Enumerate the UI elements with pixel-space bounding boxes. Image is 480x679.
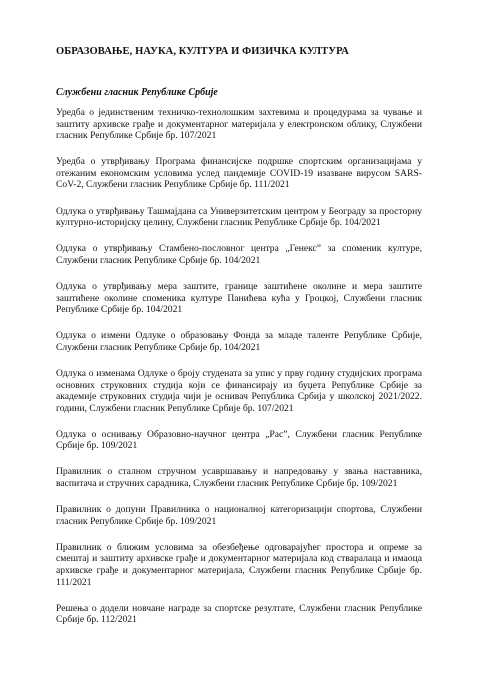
regulation-entry: Одлука о утврђивању мера заштите, границе заштићене околине и мера заштите заштићене околине споменика културе Панићева кућа у Гроцкој, Службени гласник Републике Србије бр. 104/2021	[56, 280, 422, 316]
regulation-entry: Одлука о утврђивању Ташмајдана са Универзитетским центром у Београду за просторну културно-историјску целину, Службени гласник Републике Србије бр. 104/2021	[56, 205, 422, 229]
gazette-subheading: Службени гласник Републике Србије	[56, 87, 218, 98]
regulation-entry: Решења о додели новчане награде за спортске резултате, Службени гласник Републике Србије бр. 112/2021	[56, 602, 422, 626]
regulation-entry: Одлука о изменама Одлуке о броју студената за упис у прву годину студијских програма основних струковних студија који се финансирају из буџета Републике Србије за академије струковних студија чији је оснивач Република Србија у школској 2021/2022. години, Службени гласник Републике Србије бр. 107/2021	[56, 367, 422, 414]
regulation-entry: Одлука о оснивању Образовно-научног центра „Рас”, Службени гласник Републике Србије бр. 109/2021	[56, 428, 422, 452]
regulation-entry: Уредба о јединственим техничко-технолошким захтевима и процедурама за чување и заштиту архивске грађе и документарног материјала у електронском облику, Службени гласник Републике Србије бр. 107/2021	[56, 107, 422, 142]
section-heading: ОБРАЗОВАЊЕ, НАУКА, КУЛТУРА И ФИЗИЧКА КУЛТУРА	[56, 46, 349, 57]
regulation-entry: Правилник о ближим условима за обезбеђење одговарајућег простора и опреме за смештај и заштиту архивске грађе и документарног материјала код стваралаца и имаоца архивске грађе и документарног материјала, Службени гласник Републике Србије бр. 111/2021	[56, 541, 422, 588]
regulation-entry: Уредба о утврђивању Програма финансијске подршке спортским организацијама у отежаним економским условима услед пандемије COVID-19 изазване вирусом SARS-CoV-2, Службени гласник Републике Србије бр. 111/2021	[56, 156, 422, 191]
regulation-entry: Одлука о утврђивању Стамбено-пословног центра „Генекс” за споменик културе, Службени гласник Републике Србије бр. 104/2021	[56, 243, 422, 266]
regulation-entry: Правилник о сталном стручном усавршавању и напредовању у звања наставника, васпитача и стручних сарадника, Службени гласник Републике Србије бр. 109/2021	[56, 466, 422, 490]
regulation-entry: Правилник о допуни Правилника о националној категоризацији спортова, Службени гласник Републике Србије бр. 109/2021	[56, 504, 422, 527]
regulation-entry: Одлука о измени Одлуке о образовању Фонда за младе таленте Републике Србије, Службени гласник Републике Србије бр. 104/2021	[56, 330, 422, 353]
regulation-list	[56, 107, 422, 626]
